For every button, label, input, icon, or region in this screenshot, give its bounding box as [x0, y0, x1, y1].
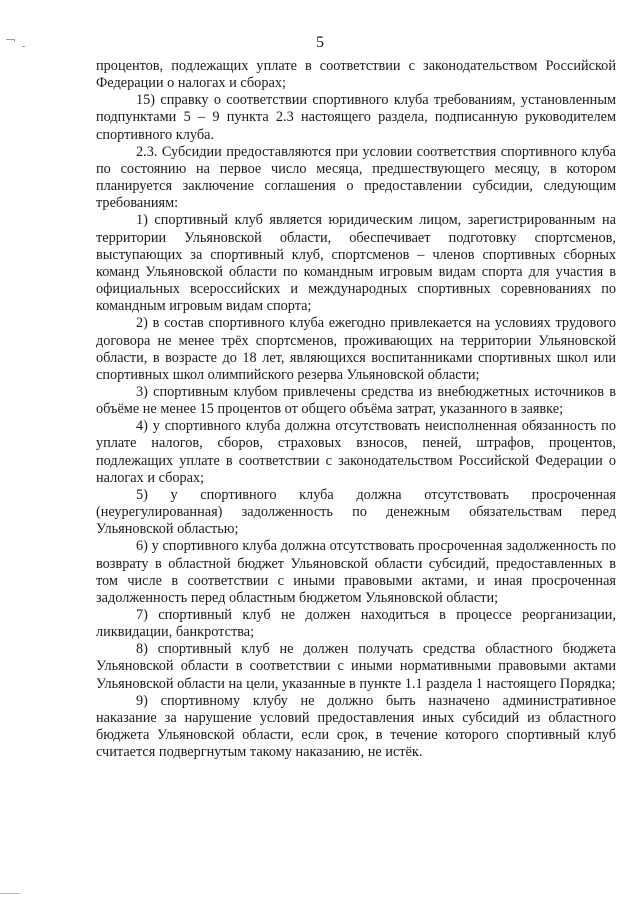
document-body	[96, 58, 616, 761]
page-number: 5	[316, 34, 324, 51]
paragraph-requirement-3: 3) спортивным клубом привлечены средства из внебюджетных источников в объёме не менее 15 процентов от общего объёма затрат, указанного в заявке;	[96, 383, 616, 418]
scan-margin-mark	[0, 893, 20, 894]
paragraph-requirement-9: 9) спортивному клубу не должно быть назначено административное наказание за нарушение условий предоставления иных субсидий из областного бюджета Ульяновской области, если срок, в течение которого спортивный клуб считается подвергнутым такому наказанию, не истёк.	[96, 692, 616, 761]
paragraph-requirement-7: 7) спортивный клуб не должен находиться в процессе реорганизации, ликвидации, банкротства;	[96, 607, 616, 641]
paragraph-requirement-2: 2) в состав спортивного клуба ежегодно привлекается на условиях трудового договора не менее трёх спортсменов, проживающих на территории Ульяновской области, в возрасте до 18 лет, являющихся воспитанниками спортивных школ или спортивных школ олимпийского резерва Ульяновской области;	[96, 315, 616, 383]
paragraph-requirement-8: 8) спортивный клуб не должен получать средства областного бюджета Ульяновской области в соответствии с иными нормативными правовыми актами Ульяновской области на цели, указанные в пункте 1.1 раздела 1 настоящего Порядка;	[96, 641, 616, 692]
paragraph-requirement-4: 4) у спортивного клуба должна отсутствовать неисполненная обязанность по уплате налогов, сборов, страховых взносов, пеней, штрафов, процентов, подлежащих уплате в соответствии с законодательством Российской Федерации о налогах и сборах;	[96, 418, 616, 486]
paragraph-item-15: 15) справку о соответствии спортивного клуба требованиям, установленным подпунктами 5 – 9 пункта 2.3 настоящего раздела, подписанную руководителем спортивного клуба.	[96, 92, 616, 143]
paragraph-continuation: процентов, подлежащих уплате в соответствии с законодательством Российской Федерации о налогах и сборах;	[96, 58, 616, 92]
paragraph-requirement-5: 5) у спортивного клуба должна отсутствовать просроченная (неурегулированная) задолженность по денежным обязательствам перед Ульяновской областью;	[96, 486, 616, 538]
paragraph-requirement-6: 6) у спортивного клуба должна отсутствовать просроченная задолженность по возврату в областной бюджет Ульяновской области субсидий, предоставленных в том числе в соответствии с иными правовыми актами, и иная просроченная задолженность перед областным бюджетом Ульяновской области;	[96, 538, 616, 606]
paragraph-requirement-1: 1) спортивный клуб является юридическим лицом, зарегистрированным на территории Ульяновской области, обеспечивает подготовку спортсменов, выступающих за спортивный клуб, спортсменов – членов спортивных сборных команд Ульяновской области по командным игровым видам спорта для участия в официальных всероссийских и международных спортивных соревнованиях по командным игровым видам спорта;	[96, 212, 616, 315]
paragraph-clause-2-3: 2.3. Субсидии предоставляются при условии соответствия спортивного клуба по состоянию на первое число месяца, предшествующего месяцу, в котором планируется заключение соглашения о предоставлении субсидии, следующим требованиям:	[96, 143, 616, 212]
